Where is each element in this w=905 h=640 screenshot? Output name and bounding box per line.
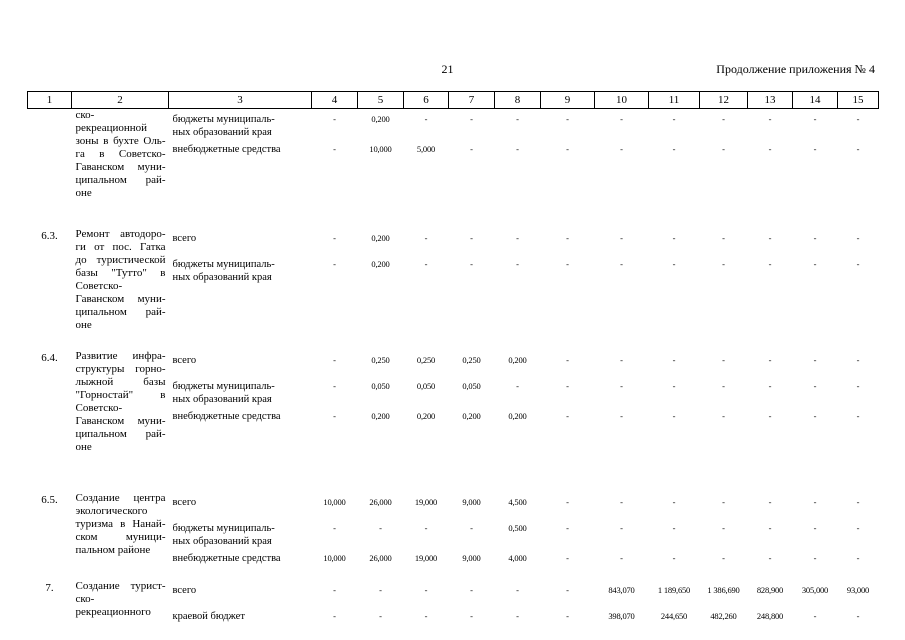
col-header: 7 [449, 92, 495, 109]
amount-cell: - [566, 553, 569, 563]
item-name-line: туризма в Нанай- [75, 518, 166, 530]
col-header: 13 [748, 92, 793, 109]
item-name-line: Гаванском муни- [75, 415, 166, 427]
amount-cell: 0,250 [371, 355, 390, 365]
item-name-line: ципальном рай- [75, 174, 166, 186]
item-name-line: ципальном рай- [75, 306, 166, 318]
amount-cell: - [768, 114, 772, 124]
amount-cell: - [620, 144, 623, 154]
item-name [72, 580, 169, 632]
funding-source-line: всего [172, 497, 197, 508]
amount-cell: 305,000 [801, 585, 829, 595]
amount-cell: - [566, 355, 569, 365]
col-header: 10 [595, 92, 649, 109]
amount-cell: - [856, 355, 860, 365]
amount-cell: - [620, 355, 623, 365]
amount-cell: - [424, 259, 428, 269]
amount-cell: - [856, 497, 860, 507]
amount-cell: 26,000 [369, 497, 392, 507]
table-row [28, 580, 879, 606]
col-header: 6 [404, 92, 449, 109]
amount-cell: - [566, 523, 569, 533]
amount-cell: - [722, 259, 725, 269]
budget-table [27, 91, 879, 632]
amount-cell: - [333, 585, 336, 595]
row-gap [28, 462, 879, 492]
item-name [72, 350, 169, 462]
amount-cell: 0,050 [462, 381, 481, 391]
amount-cell: - [333, 411, 336, 421]
amount-cell: - [516, 114, 519, 124]
amount-cell: - [768, 523, 772, 533]
amount-cell: - [813, 259, 817, 269]
item-name-line: пальном районе [75, 544, 151, 556]
funding-source-line: ных образований края [172, 536, 272, 547]
item-number [28, 109, 72, 209]
col-header: 4 [312, 92, 358, 109]
amount-cell: 93,000 [846, 585, 870, 595]
amount-cell: 398,070 [608, 611, 635, 621]
amount-cell: - [333, 233, 336, 243]
item-name-line: зоны в бухте Оль- [75, 135, 166, 147]
amount-cell: - [424, 114, 428, 124]
funding-source [169, 492, 312, 518]
amount-cell: - [813, 114, 817, 124]
amount-cell: 0,050 [371, 381, 390, 391]
funding-source [169, 228, 312, 254]
amount-cell: - [856, 144, 860, 154]
item-name-line: Советско- [75, 280, 123, 292]
funding-source-line: внебюджетные средства [172, 411, 281, 422]
amount-cell: - [813, 611, 817, 621]
funding-source [169, 254, 312, 336]
funding-source-line: ных образований края [172, 272, 272, 283]
item-name-line: Развитие инфра- [75, 350, 166, 362]
amount-cell: 0,200 [508, 355, 527, 365]
row-gap [28, 336, 879, 350]
amount-cell: - [813, 144, 817, 154]
col-header: 15 [838, 92, 879, 109]
funding-source-line: краевой бюджет [172, 611, 245, 622]
funding-source [169, 109, 312, 140]
amount-cell: - [672, 497, 676, 507]
amount-cell: 248,800 [756, 611, 784, 621]
amount-cell: 244,650 [660, 611, 688, 621]
amount-cell: - [566, 611, 569, 621]
amount-cell: - [672, 523, 676, 533]
amount-cell: - [516, 233, 519, 243]
amount-cell: - [672, 381, 676, 391]
amount-cell: - [722, 523, 725, 533]
item-name-line: лыжной базы [75, 376, 166, 388]
item-name-line: ско- [75, 593, 95, 605]
amount-cell: - [722, 497, 725, 507]
item-number: 6.3. [41, 230, 58, 242]
item-name-line: Гаванском муни- [75, 293, 166, 305]
amount-cell: 9,000 [462, 497, 481, 507]
amount-cell: - [470, 144, 473, 154]
row-gap [28, 208, 879, 228]
amount-cell: - [516, 585, 519, 595]
amount-cell: - [722, 233, 725, 243]
amount-cell: 0,200 [508, 411, 527, 421]
funding-source [169, 548, 312, 574]
appendix-continuation-note: Продолжение приложения № 4 [716, 62, 875, 76]
funding-source [169, 580, 312, 606]
amount-cell: - [813, 523, 817, 533]
amount-cell: - [566, 585, 569, 595]
amount-cell: - [333, 355, 336, 365]
amount-cell: - [672, 553, 676, 563]
funding-source-line: ных образований края [172, 127, 272, 138]
amount-cell: - [516, 381, 519, 391]
amount-cell: - [566, 381, 569, 391]
funding-source-line: бюджеты муниципаль- [172, 259, 275, 270]
item-name-line: оне [75, 319, 92, 331]
amount-cell: - [856, 114, 860, 124]
funding-source-line: всего [172, 585, 197, 596]
amount-cell: 482,260 [710, 611, 737, 621]
item-name-line: оне [75, 187, 92, 199]
col-header: 14 [793, 92, 838, 109]
table-row [28, 228, 879, 254]
amount-cell: - [333, 259, 336, 269]
amount-cell: - [813, 355, 817, 365]
amount-cell: - [620, 497, 623, 507]
amount-cell: - [856, 611, 860, 621]
item-name-line: базы "Тутто" в [75, 267, 166, 279]
amount-cell: - [566, 144, 569, 154]
amount-cell: 0,500 [508, 523, 527, 533]
amount-cell: - [424, 233, 428, 243]
item-name-line: оне [75, 441, 92, 453]
amount-cell: - [620, 114, 623, 124]
item-number: 6.4. [41, 352, 58, 364]
funding-source [169, 350, 312, 376]
amount-cell: - [813, 411, 817, 421]
funding-source-line: ных образований края [172, 394, 272, 405]
funding-source-line: всего [172, 233, 197, 244]
amount-cell: - [470, 114, 473, 124]
amount-cell: - [620, 523, 623, 533]
item-name-line: Гаванском муни- [75, 161, 166, 173]
amount-cell: - [856, 553, 860, 563]
amount-cell: - [768, 144, 772, 154]
amount-cell: - [672, 114, 676, 124]
col-header: 11 [649, 92, 700, 109]
funding-source [169, 139, 312, 208]
amount-cell: - [333, 381, 336, 391]
amount-cell: - [672, 233, 676, 243]
item-name-line: ском муници- [75, 531, 166, 543]
amount-cell: - [768, 259, 772, 269]
amount-cell: 0,200 [371, 259, 390, 269]
table-row [28, 109, 879, 140]
funding-source [169, 606, 312, 632]
amount-cell: - [333, 523, 336, 533]
page-number: 21 [441, 62, 454, 76]
amount-cell: - [722, 114, 725, 124]
amount-cell: - [566, 114, 569, 124]
amount-cell: - [516, 611, 519, 621]
amount-cell: - [856, 411, 860, 421]
table-row [28, 350, 879, 376]
amount-cell: - [379, 611, 382, 621]
col-header: 12 [700, 92, 748, 109]
amount-cell: - [856, 259, 860, 269]
amount-cell: 9,000 [462, 553, 481, 563]
amount-cell: 843,070 [608, 585, 635, 595]
amount-cell: - [333, 611, 336, 621]
amount-cell: - [722, 355, 725, 365]
amount-cell: - [424, 611, 428, 621]
col-header: 2 [72, 92, 169, 109]
amount-cell: - [620, 381, 623, 391]
col-header: 8 [495, 92, 541, 109]
item-name [72, 109, 169, 209]
amount-cell: 0,200 [416, 411, 436, 421]
col-header: 1 [28, 92, 72, 109]
amount-cell: 0,050 [416, 381, 436, 391]
amount-cell: - [516, 259, 519, 269]
amount-cell: - [566, 233, 569, 243]
amount-cell: - [768, 497, 772, 507]
funding-source-line: внебюджетные средства [172, 144, 281, 155]
amount-cell: - [722, 411, 725, 421]
item-name-line: до туристической [75, 254, 166, 266]
item-name-line: ско- [75, 109, 95, 121]
amount-cell: - [768, 411, 772, 421]
funding-source [169, 406, 312, 462]
amount-cell: - [620, 259, 623, 269]
funding-source-line: внебюджетные средства [172, 553, 281, 564]
amount-cell: - [672, 411, 676, 421]
amount-cell: 1 189,650 [657, 585, 691, 595]
amount-cell: - [813, 497, 817, 507]
item-name-line: га в Советско- [75, 148, 166, 160]
col-header: 3 [169, 92, 312, 109]
amount-cell: 19,000 [414, 497, 438, 507]
amount-cell: - [672, 259, 676, 269]
amount-cell: - [424, 523, 428, 533]
amount-cell: - [768, 233, 772, 243]
item-name-line: "Горностай" в [75, 389, 166, 401]
amount-cell: - [768, 355, 772, 365]
item-name-line: Ремонт автодоро- [75, 228, 166, 240]
amount-cell: - [424, 585, 428, 595]
amount-cell: 828,900 [756, 585, 784, 595]
item-name [72, 492, 169, 574]
amount-cell: 0,200 [371, 411, 390, 421]
item-name [72, 228, 169, 336]
amount-cell: - [672, 355, 676, 365]
amount-cell: - [768, 381, 772, 391]
item-name-line: Создание турист- [75, 580, 166, 592]
amount-cell: - [813, 233, 817, 243]
amount-cell: - [722, 553, 725, 563]
amount-cell: 1 386,690 [707, 585, 740, 595]
item-name-line: Создание центра [75, 492, 166, 504]
amount-cell: - [813, 381, 817, 391]
amount-cell: - [470, 523, 473, 533]
item-number: 6.5. [41, 494, 58, 506]
amount-cell: 0,200 [371, 114, 390, 124]
item-name-line: ципальном рай- [75, 428, 166, 440]
amount-cell: - [470, 585, 473, 595]
funding-source-line: бюджеты муниципаль- [172, 381, 275, 392]
table-row [28, 492, 879, 518]
amount-cell: 0,200 [462, 411, 481, 421]
amount-cell: - [620, 411, 623, 421]
amount-cell: 10,000 [323, 497, 346, 507]
amount-cell: 10,000 [323, 553, 346, 563]
funding-source [169, 376, 312, 406]
col-header: 5 [358, 92, 404, 109]
amount-cell: - [672, 144, 676, 154]
amount-cell: 0,250 [462, 355, 481, 365]
amount-cell: 4,000 [508, 553, 527, 563]
amount-cell: - [856, 523, 860, 533]
amount-cell: - [333, 114, 336, 124]
amount-cell: - [856, 233, 860, 243]
funding-source-line: всего [172, 355, 197, 366]
amount-cell: - [566, 259, 569, 269]
amount-cell: - [620, 553, 623, 563]
item-name-line: рекреационной [75, 122, 148, 134]
amount-cell: - [470, 259, 473, 269]
item-name-line: рекреационного [75, 606, 151, 618]
amount-cell: - [620, 233, 623, 243]
funding-source-line: бюджеты муниципаль- [172, 114, 275, 125]
amount-cell: - [722, 144, 725, 154]
amount-cell: - [566, 411, 569, 421]
amount-cell: - [768, 553, 772, 563]
amount-cell: - [379, 523, 382, 533]
funding-source-line: бюджеты муниципаль- [172, 523, 275, 534]
amount-cell: - [722, 381, 725, 391]
col-header: 9 [541, 92, 595, 109]
amount-cell: - [566, 497, 569, 507]
item-name-line: структуры горно- [75, 363, 166, 375]
amount-cell: 4,500 [508, 497, 527, 507]
amount-cell: 5,000 [416, 144, 436, 154]
amount-cell: 19,000 [414, 553, 438, 563]
amount-cell: 10,000 [369, 144, 392, 154]
amount-cell: 0,250 [416, 355, 436, 365]
item-name-line: экологического [75, 505, 148, 517]
amount-cell: - [856, 381, 860, 391]
amount-cell: - [333, 144, 336, 154]
item-name-line: Советско- [75, 402, 123, 414]
item-number: 7. [45, 582, 54, 594]
amount-cell: 26,000 [369, 553, 392, 563]
amount-cell: - [813, 553, 817, 563]
column-number-header [28, 92, 879, 109]
amount-cell: - [470, 233, 473, 243]
amount-cell: - [470, 611, 473, 621]
item-name-line: ги от пос. Гатка [75, 241, 166, 253]
funding-source [169, 518, 312, 548]
amount-cell: 0,200 [371, 233, 390, 243]
amount-cell: - [379, 585, 382, 595]
amount-cell: - [516, 144, 519, 154]
